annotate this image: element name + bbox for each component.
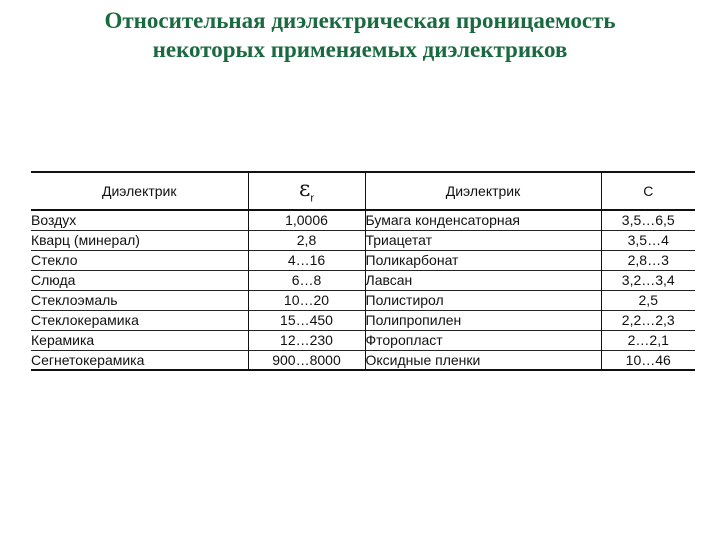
left-dielectric-name: Стеклокерамика [31, 310, 248, 330]
header-permittivity [248, 172, 365, 210]
table-header-row [31, 172, 695, 210]
left-dielectric-name: Стеклоэмаль [31, 290, 248, 310]
table-row [31, 350, 695, 370]
table-row [31, 310, 695, 330]
left-dielectric-value: 10…20 [248, 290, 365, 310]
table-row [31, 230, 695, 250]
right-dielectric-value: 3,5…6,5 [601, 210, 695, 230]
left-dielectric-name: Стекло [31, 250, 248, 270]
left-dielectric-name: Слюда [31, 270, 248, 290]
header-dielectric-left: Диэлектрик [31, 172, 248, 210]
right-dielectric-value: 2,5 [601, 290, 695, 310]
right-dielectric-name: Полипропилен [365, 310, 601, 330]
right-dielectric-value: 10…46 [601, 350, 695, 370]
right-dielectric-value: 3,5…4 [601, 230, 695, 250]
left-dielectric-value: 15…450 [248, 310, 365, 330]
left-dielectric-value: 6…8 [248, 270, 365, 290]
epsilon-symbol: ε [298, 177, 311, 203]
table-row [31, 250, 695, 270]
page-title [20, 6, 700, 64]
right-dielectric-value: 2,2…2,3 [601, 310, 695, 330]
title-line-1: Относительная диэлектрическая проницаемость [104, 8, 616, 33]
header-c: С [601, 172, 695, 210]
right-dielectric-name: Полистирол [365, 290, 601, 310]
left-dielectric-name: Кварц (минерал) [31, 230, 248, 250]
epsilon-subscript: r [310, 192, 315, 205]
dielectric-table [31, 171, 695, 371]
left-dielectric-value: 2,8 [248, 230, 365, 250]
table-row [31, 330, 695, 350]
right-dielectric-name: Лавсан [365, 270, 601, 290]
right-dielectric-name: Оксидные пленки [365, 350, 601, 370]
right-dielectric-name: Фторопласт [365, 330, 601, 350]
right-dielectric-value: 3,2…3,4 [601, 270, 695, 290]
table-row [31, 290, 695, 310]
header-dielectric-right: Диэлектрик [365, 172, 601, 210]
right-dielectric-value: 2,8…3 [601, 250, 695, 270]
right-dielectric-name: Бумага конденсаторная [365, 210, 601, 230]
left-dielectric-name: Воздух [31, 212, 77, 229]
left-dielectric-value: 12…230 [248, 330, 365, 350]
left-dielectric-value: 4…16 [248, 250, 365, 270]
right-dielectric-name: Поликарбонат [365, 250, 601, 270]
left-dielectric-name: Сегнетокерамика [31, 350, 248, 370]
title-line-2: некоторых применяемых диэлектриков [152, 37, 568, 62]
right-dielectric-name: Триацетат [365, 230, 601, 250]
right-dielectric-value: 2…2,1 [601, 330, 695, 350]
left-dielectric-value: 900…8000 [248, 350, 365, 370]
left-dielectric-name: Керамика [31, 330, 248, 350]
table-row [31, 210, 695, 230]
left-dielectric-value: 1,0006 [248, 210, 365, 230]
table-row [31, 270, 695, 290]
